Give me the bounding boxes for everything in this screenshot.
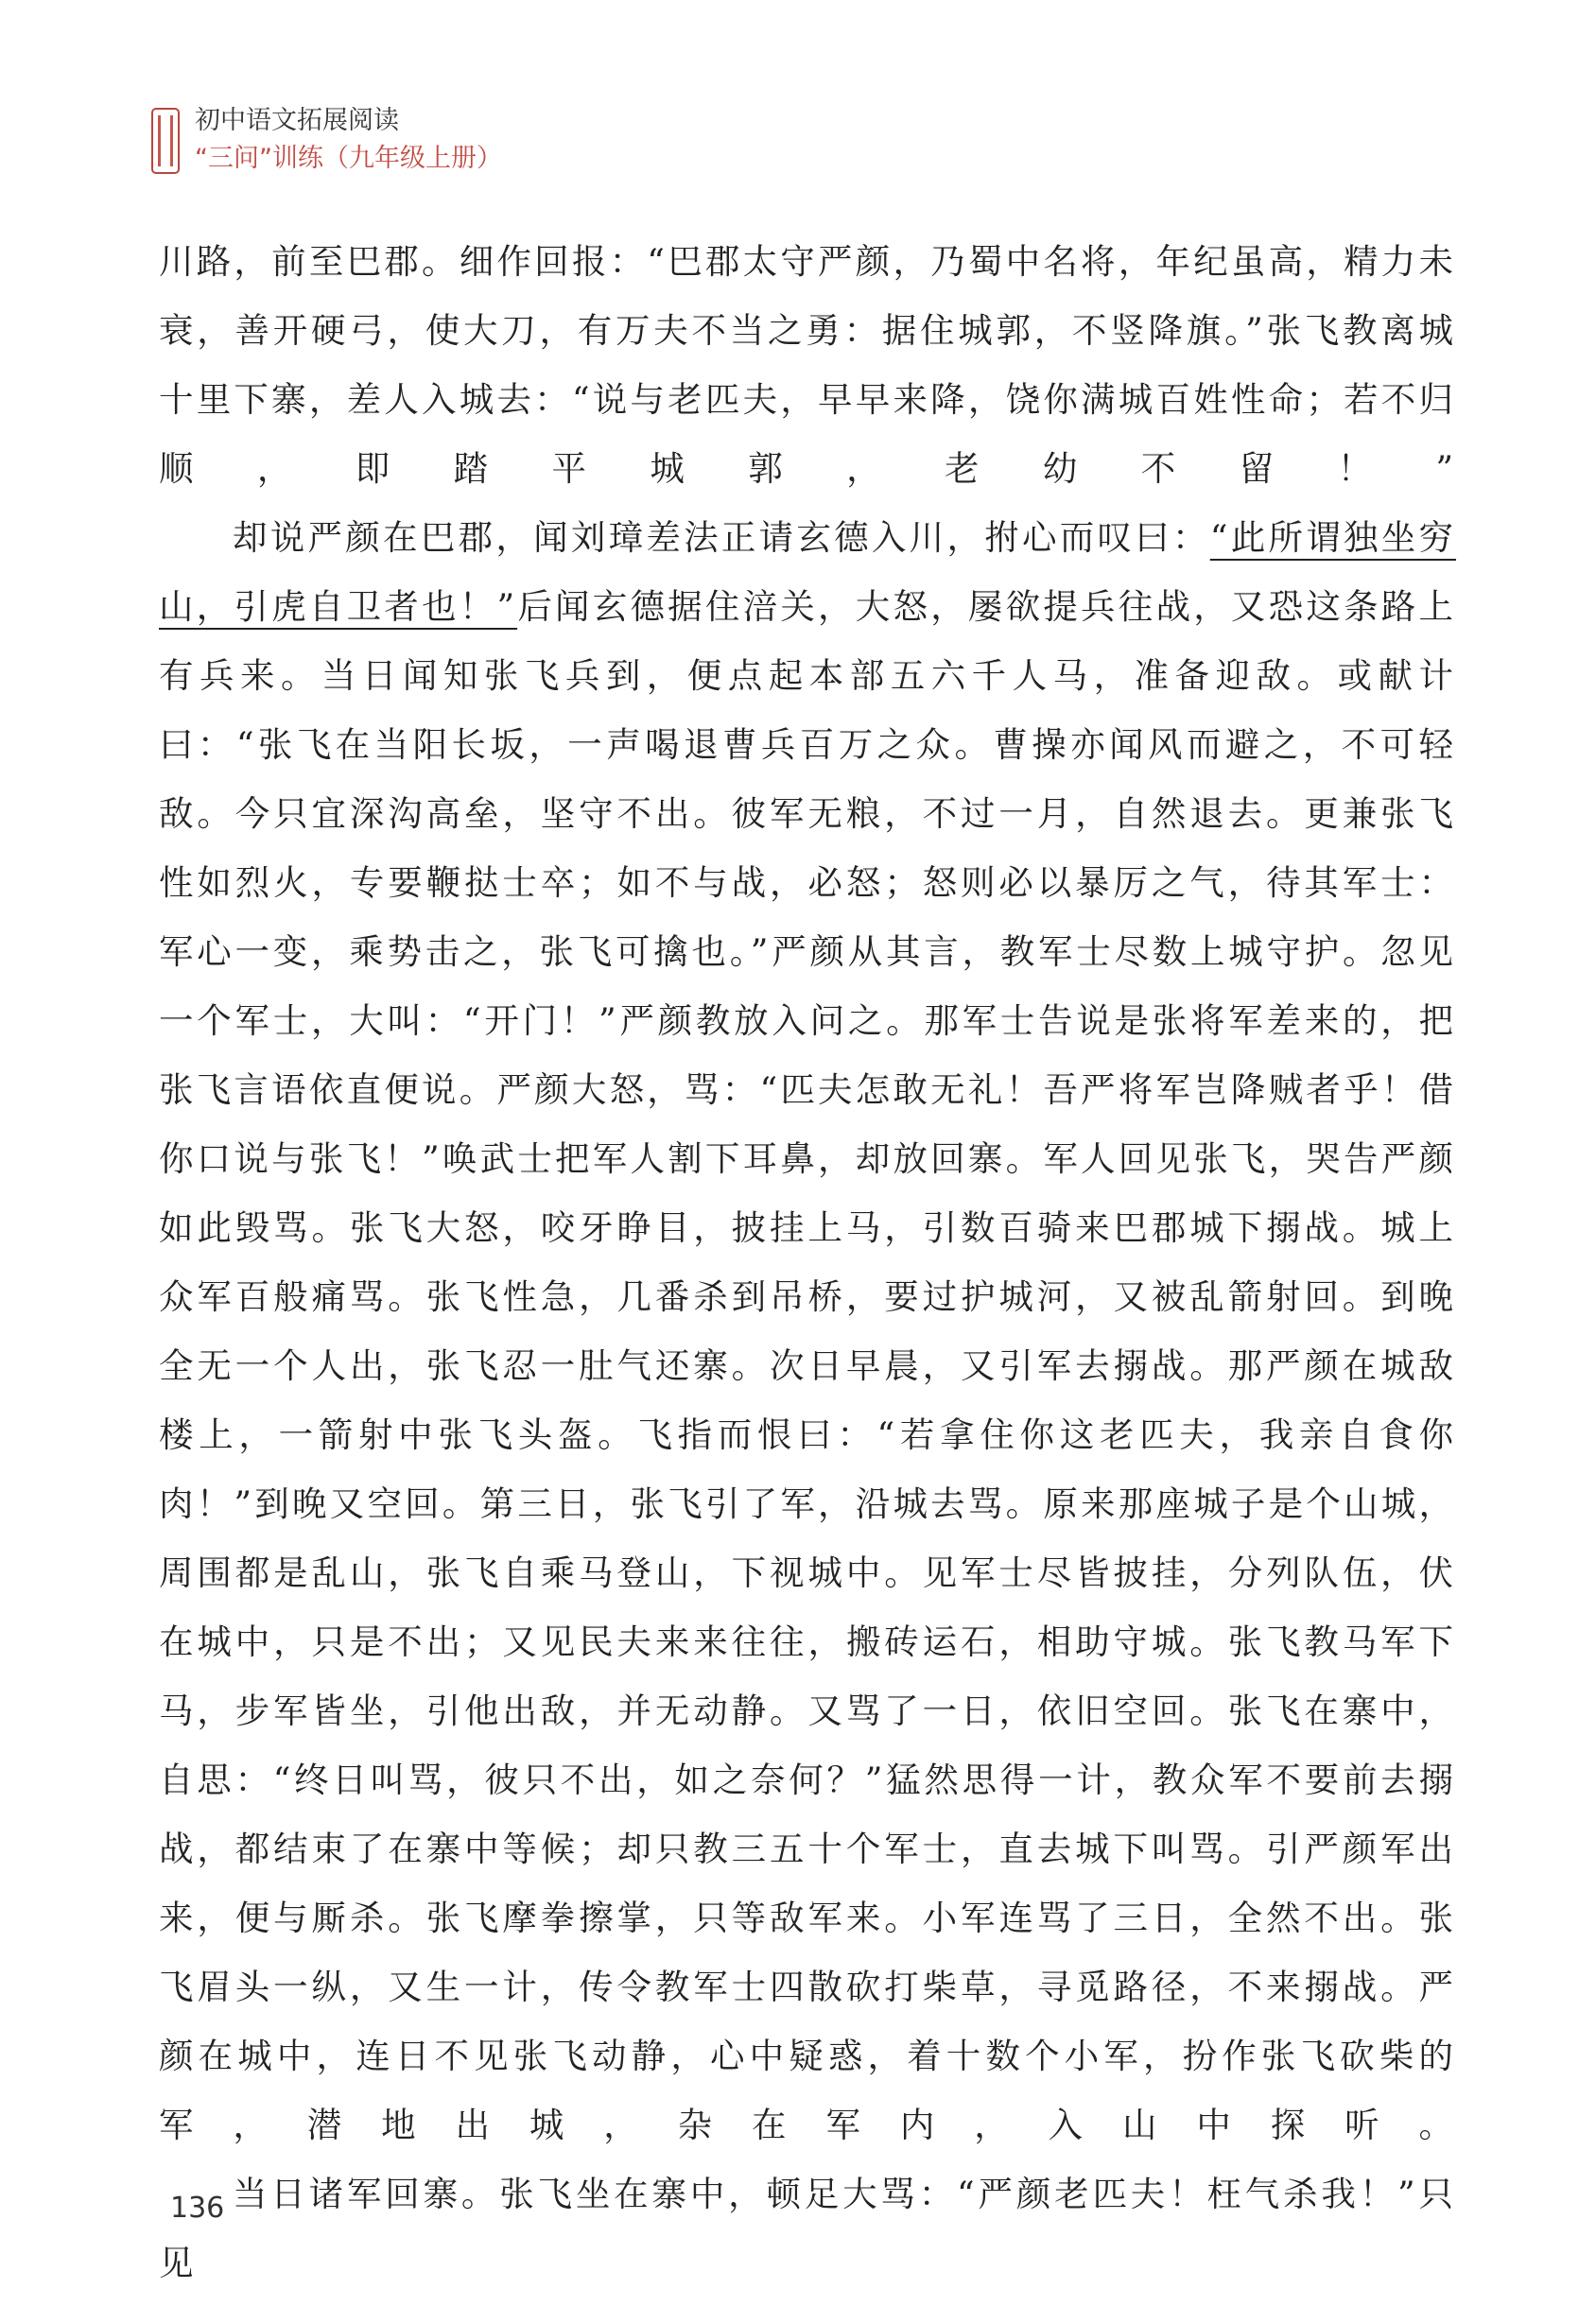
body-text [159, 227, 1456, 2297]
paragraph-2-rest: 后闻玄德据住涪关，大怒，屡欲提兵往战，又恐这条路上有兵来。当日闻知张飞兵到，便点起本部五六千人马，准备迎敌。或献计曰：“张飞在当阳长坂，一声喝退曹兵百万之众。曹操亦闻风而避之，不可轻敌。今只宜深沟高垒，坚守不出。彼军无粮，不过一月，自然退去。更兼张飞性如烈火，专要鞭挞士卒；如不与战，必怒；怒则必以暴厉之气，待其军士：军心一变，乘势击之，张飞可擒也。”严颜从其言，教军士尽数上城守护。忽见一个军士，大叫：“开门！”严颜教放入问之。那军士告说是张将军差来的，把张飞言语依直便说。严颜大怒，骂：“匹夫怎敢无礼！吾严将军岂降贼者乎！借你口说与张飞！”唤武士把军人割下耳鼻，却放回寨。军人回见张飞，哭告严颜如此毁骂。张飞大怒，咬牙睁目，披挂上马，引数百骑来巴郡城下搦战。城上众军百般痛骂。张飞性急，几番杀到吊桥，要过护城河，又被乱箭射回。到晚全无一个人出，张飞忍一肚气还寨。次日早晨，又引军去搦战。那严颜在城敌楼上，一箭射中张飞头盔。飞指而恨曰：“若拿住你这老匹夫，我亲自食你肉！”到晚又空回。第三日，张飞引了军，沿城去骂。原来那座城子是个山城，周围都是乱山，张飞自乘马登山，下视城中。见军士尽皆披挂，分列队伍，伏在城中，只是不出；又见民夫来来往往，搬砖运石，相助守城。张飞教马军下马，步军皆坐，引他出敌，并无动静。又骂了一日，依旧空回。张飞在寨中，自思：“终日叫骂，彼只不出，如之奈何？”猛然思得一计，教众军不要前去搦战，都结束了在寨中等候；却只教三五十个军士，直去城下叫骂。引严颜军出来，便与厮杀。张飞摩拳擦掌，只等敌军来。小军连骂了三日，全然不出。张飞眉头一纵，又生一计，传令教军士四散砍打柴草，寻觅路径，不来搦战。严颜在城中，连日不见张飞动静，心中疑惑，着十数个小军，扮作张飞砍柴的军，潜地出城，杂在军内，入山中探听。 [159, 586, 1456, 2145]
seal-logo-icon [151, 108, 180, 174]
paragraph-2-lead: 却说严颜在巴郡，闻刘璋差法正请玄德入川，拊心而叹曰： [233, 517, 1210, 558]
book-subtitle: “三问”训练（九年级上册） [195, 144, 502, 173]
seal-logo-mark [158, 115, 173, 166]
paragraph-3: 当日诸军回寨。张飞坐在寨中，顿足大骂：“严颜老匹夫！枉气杀我！”只见 [159, 2174, 1456, 2283]
paragraph-1: 川路，前至巴郡。细作回报：“巴郡太守严颜，乃蜀中名将，年纪虽高，精力未衰，善开硬弓，使大刀，有万夫不当之勇：据住城郭，不竖降旗。”张飞教离城十里下寨，差人入城去：“说与老匹夫，早早来降，饶你满城百姓性命；若不归顺，即踏平城郭，老幼不留！” [159, 241, 1456, 489]
underlined-quote: “此所谓独坐穷山，引虎自卫者也！” [159, 517, 1457, 627]
page-number: 136 [170, 2192, 225, 2225]
paragraph-2 [159, 503, 1456, 2159]
book-title: 初中语文拓展阅读 [195, 106, 399, 135]
